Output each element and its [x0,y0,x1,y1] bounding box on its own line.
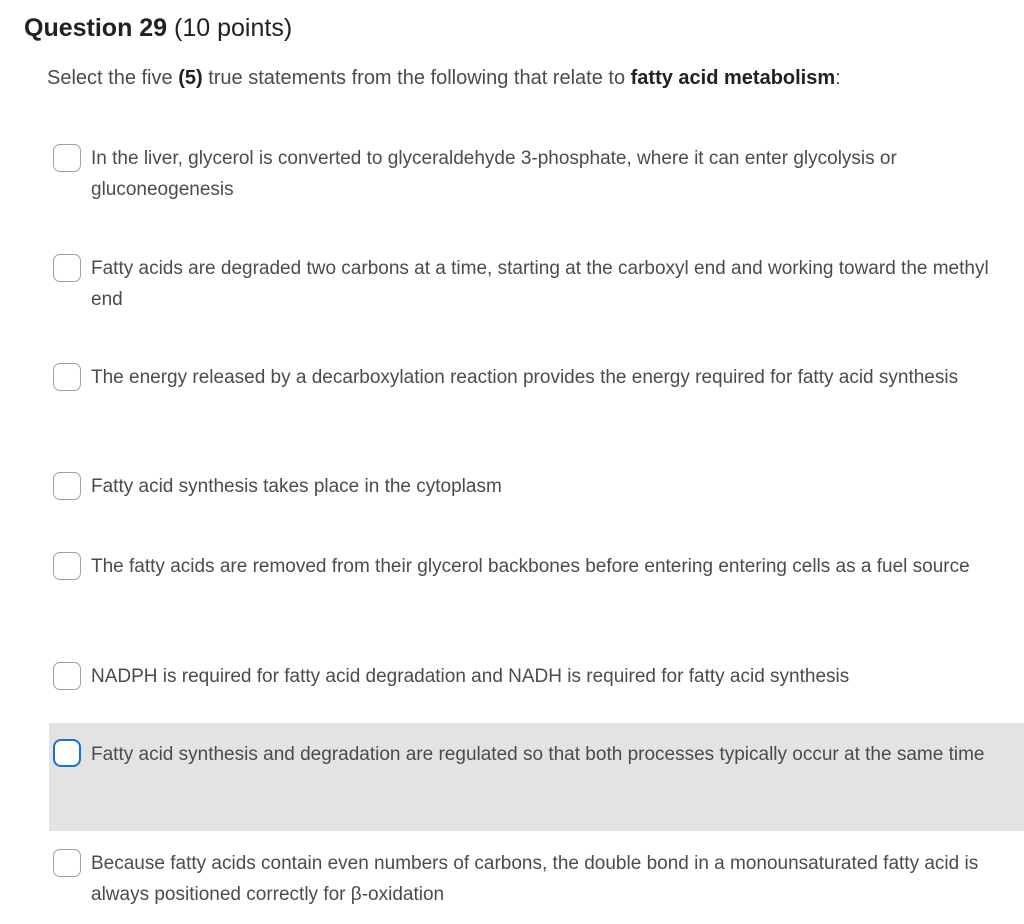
question-header [24,14,292,43]
answer-option-text[interactable]: NADPH is required for fatty acid degradation and NADH is required for fatty acid synthesis [91,666,850,687]
answer-checkbox-8[interactable] [53,849,81,877]
answer-checkbox-7[interactable] [53,739,81,767]
question-prompt [47,67,841,90]
answer-checkbox-3[interactable] [53,363,81,391]
question-title: Question 29 [24,14,168,42]
answer-option-1[interactable] [49,143,1024,207]
prompt-text-end: : [835,67,841,89]
answer-option-text[interactable]: Because fatty acids contain even numbers of carbons, the double bond in a monounsaturated fatty acid is always positioned correctly for β-oxidation [91,853,979,905]
answer-option-8[interactable] [49,848,1024,912]
prompt-topic: fatty acid metabolism [630,67,836,89]
prompt-text-middle: true statements from the following that relate to [202,67,631,89]
answer-option-4[interactable] [49,471,1024,505]
answer-option-text[interactable]: Fatty acid synthesis takes place in the cytoplasm [91,476,502,497]
answer-option-5[interactable] [49,551,1024,615]
answer-checkbox-5[interactable] [53,552,81,580]
answer-option-text[interactable]: Fatty acids are degraded two carbons at a time, starting at the carboxyl end and working toward the methyl end [91,258,989,310]
question-points: (10 points) [174,14,293,42]
answer-checkbox-2[interactable] [53,254,81,282]
answer-option-7[interactable] [49,723,1024,831]
answer-option-text[interactable]: Fatty acid synthesis and degradation are regulated so that both processes typically occur at the same time [91,744,985,765]
prompt-count: (5) [178,67,203,89]
answer-option-3[interactable] [49,362,1024,426]
answer-checkbox-4[interactable] [53,472,81,500]
answer-option-2[interactable] [49,253,1024,317]
answer-checkbox-1[interactable] [53,144,81,172]
answer-option-text[interactable]: The energy released by a decarboxylation reaction provides the energy required for fatty acid synthesis [91,367,959,388]
prompt-text-start: Select the five [47,67,179,89]
answer-option-text[interactable]: The fatty acids are removed from their glycerol backbones before entering entering cells as a fuel source [91,556,970,577]
answer-option-text[interactable]: In the liver, glycerol is converted to glyceraldehyde 3-phosphate, where it can enter glycolysis or gluconeogenesis [91,148,897,200]
answer-option-6[interactable] [49,661,1024,695]
answer-checkbox-6[interactable] [53,662,81,690]
